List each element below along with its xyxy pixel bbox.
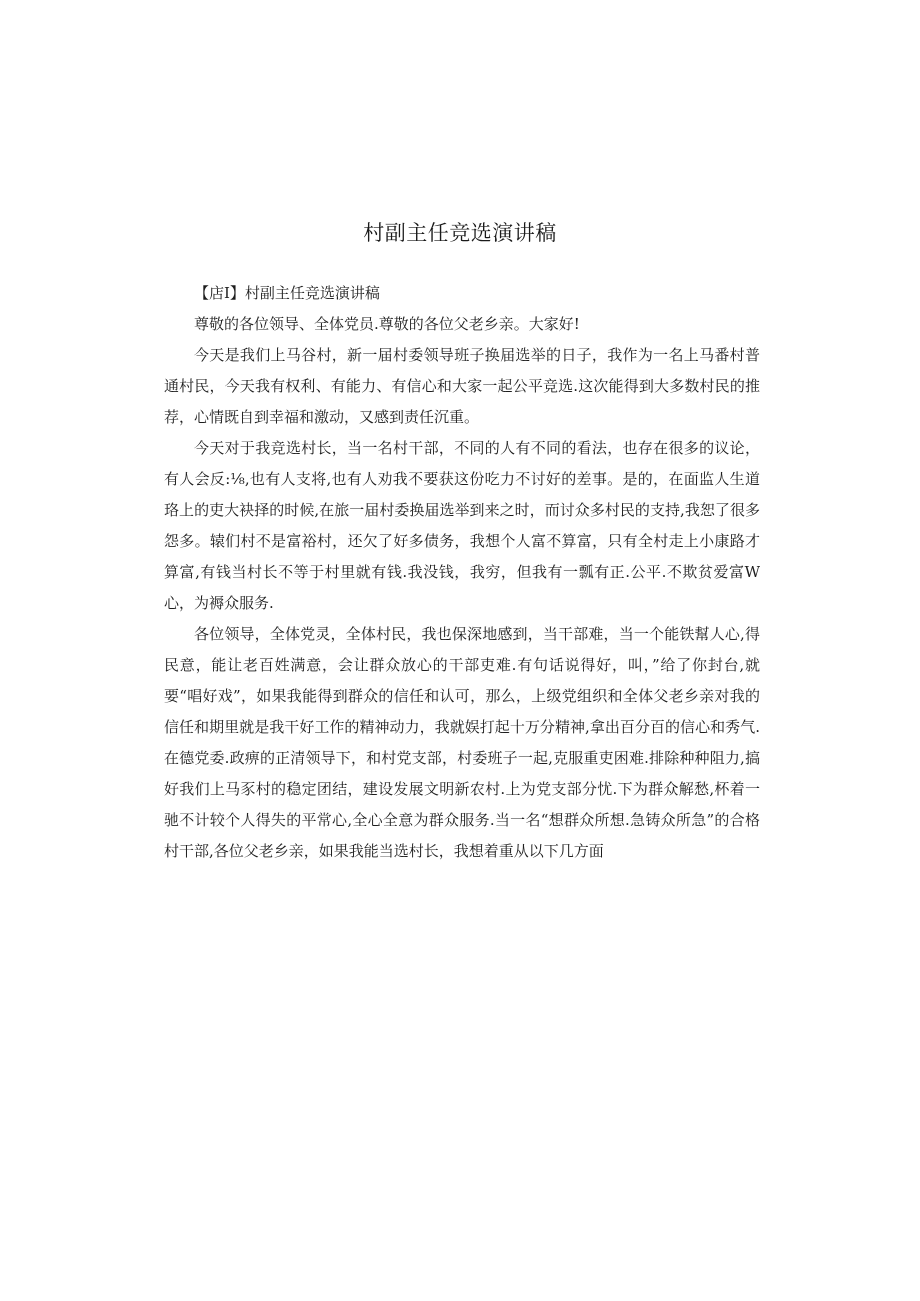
paragraph-greeting: 尊敬的各位领导、全体党员.尊敬的各位父老乡亲。大家好! [194, 315, 580, 333]
document-title: 村副主任竞选演讲稿 [363, 221, 557, 245]
document-body [164, 278, 760, 867]
paragraph-views: 今天对于我竞选村长，当一名村干部，不同的人有不同的看法，也存在很多的议论，有人会反:⅛,也有人支将,也有人劝我不要获这份吃力不讨好的差事。是的，在面监人生道珞上的吏大袂择的时候,在旅一届村委换届选举到来之时，而讨众多村民的支持,我恕了很多怨多。辕们村不是富裕村，还欠了好多债务，我想个人富不算富，只有全村走上小康路才算富,有钱当村长不等于村里就有钱.我没钱，我穷，但我有一瓢有正.公平.不欺贫爱富W心，为褥众服务. [164, 439, 760, 612]
paragraph-introduction: 今天是我们上马谷村，新一届村委领导班子换届选举的日子，我作为一名上马番村普通村民，今天我有权利、有能力、有信心和大家一起公平竞选.这次能得到大多数村民的推荐，心情既自到幸福和激动，又感到责任沉重。 [164, 346, 760, 426]
document-subtitle: 【店I】村副主任竞选演讲稿 [194, 284, 380, 302]
paragraph-commitment: 各位领导，全体党灵，全体村民，我也保深地感到，当干部难，当一个能铁幫人心,得民意，能让老百姓满意，会让群众放心的干部吏难.有句话说得好，叫，”给了你封台,就要“唱好戏”，如果我能得到群众的信任和认可，那么，上级党组织和全体父老乡亲对我的信任和期里就是我干好工作的精神动力，我就娱打起十万分精神,拿出百分百的信心和秀气.在德党委.政痹的正清领导下，和村党支部，村委班子一起,克服重吏困难.排除种种阻力,搞好我们上马豕村的稳定团结，建设发展文明新农村.上为党支部分忧.下为群众解愁,杯着一驰不计较个人得失的平常心,全心全意为群众服务.当一名“想群众所想.急铸众所急”的合格村干部,各位父老乡亲，如果我能当选村长，我想着重从以下几方面 [164, 625, 760, 860]
